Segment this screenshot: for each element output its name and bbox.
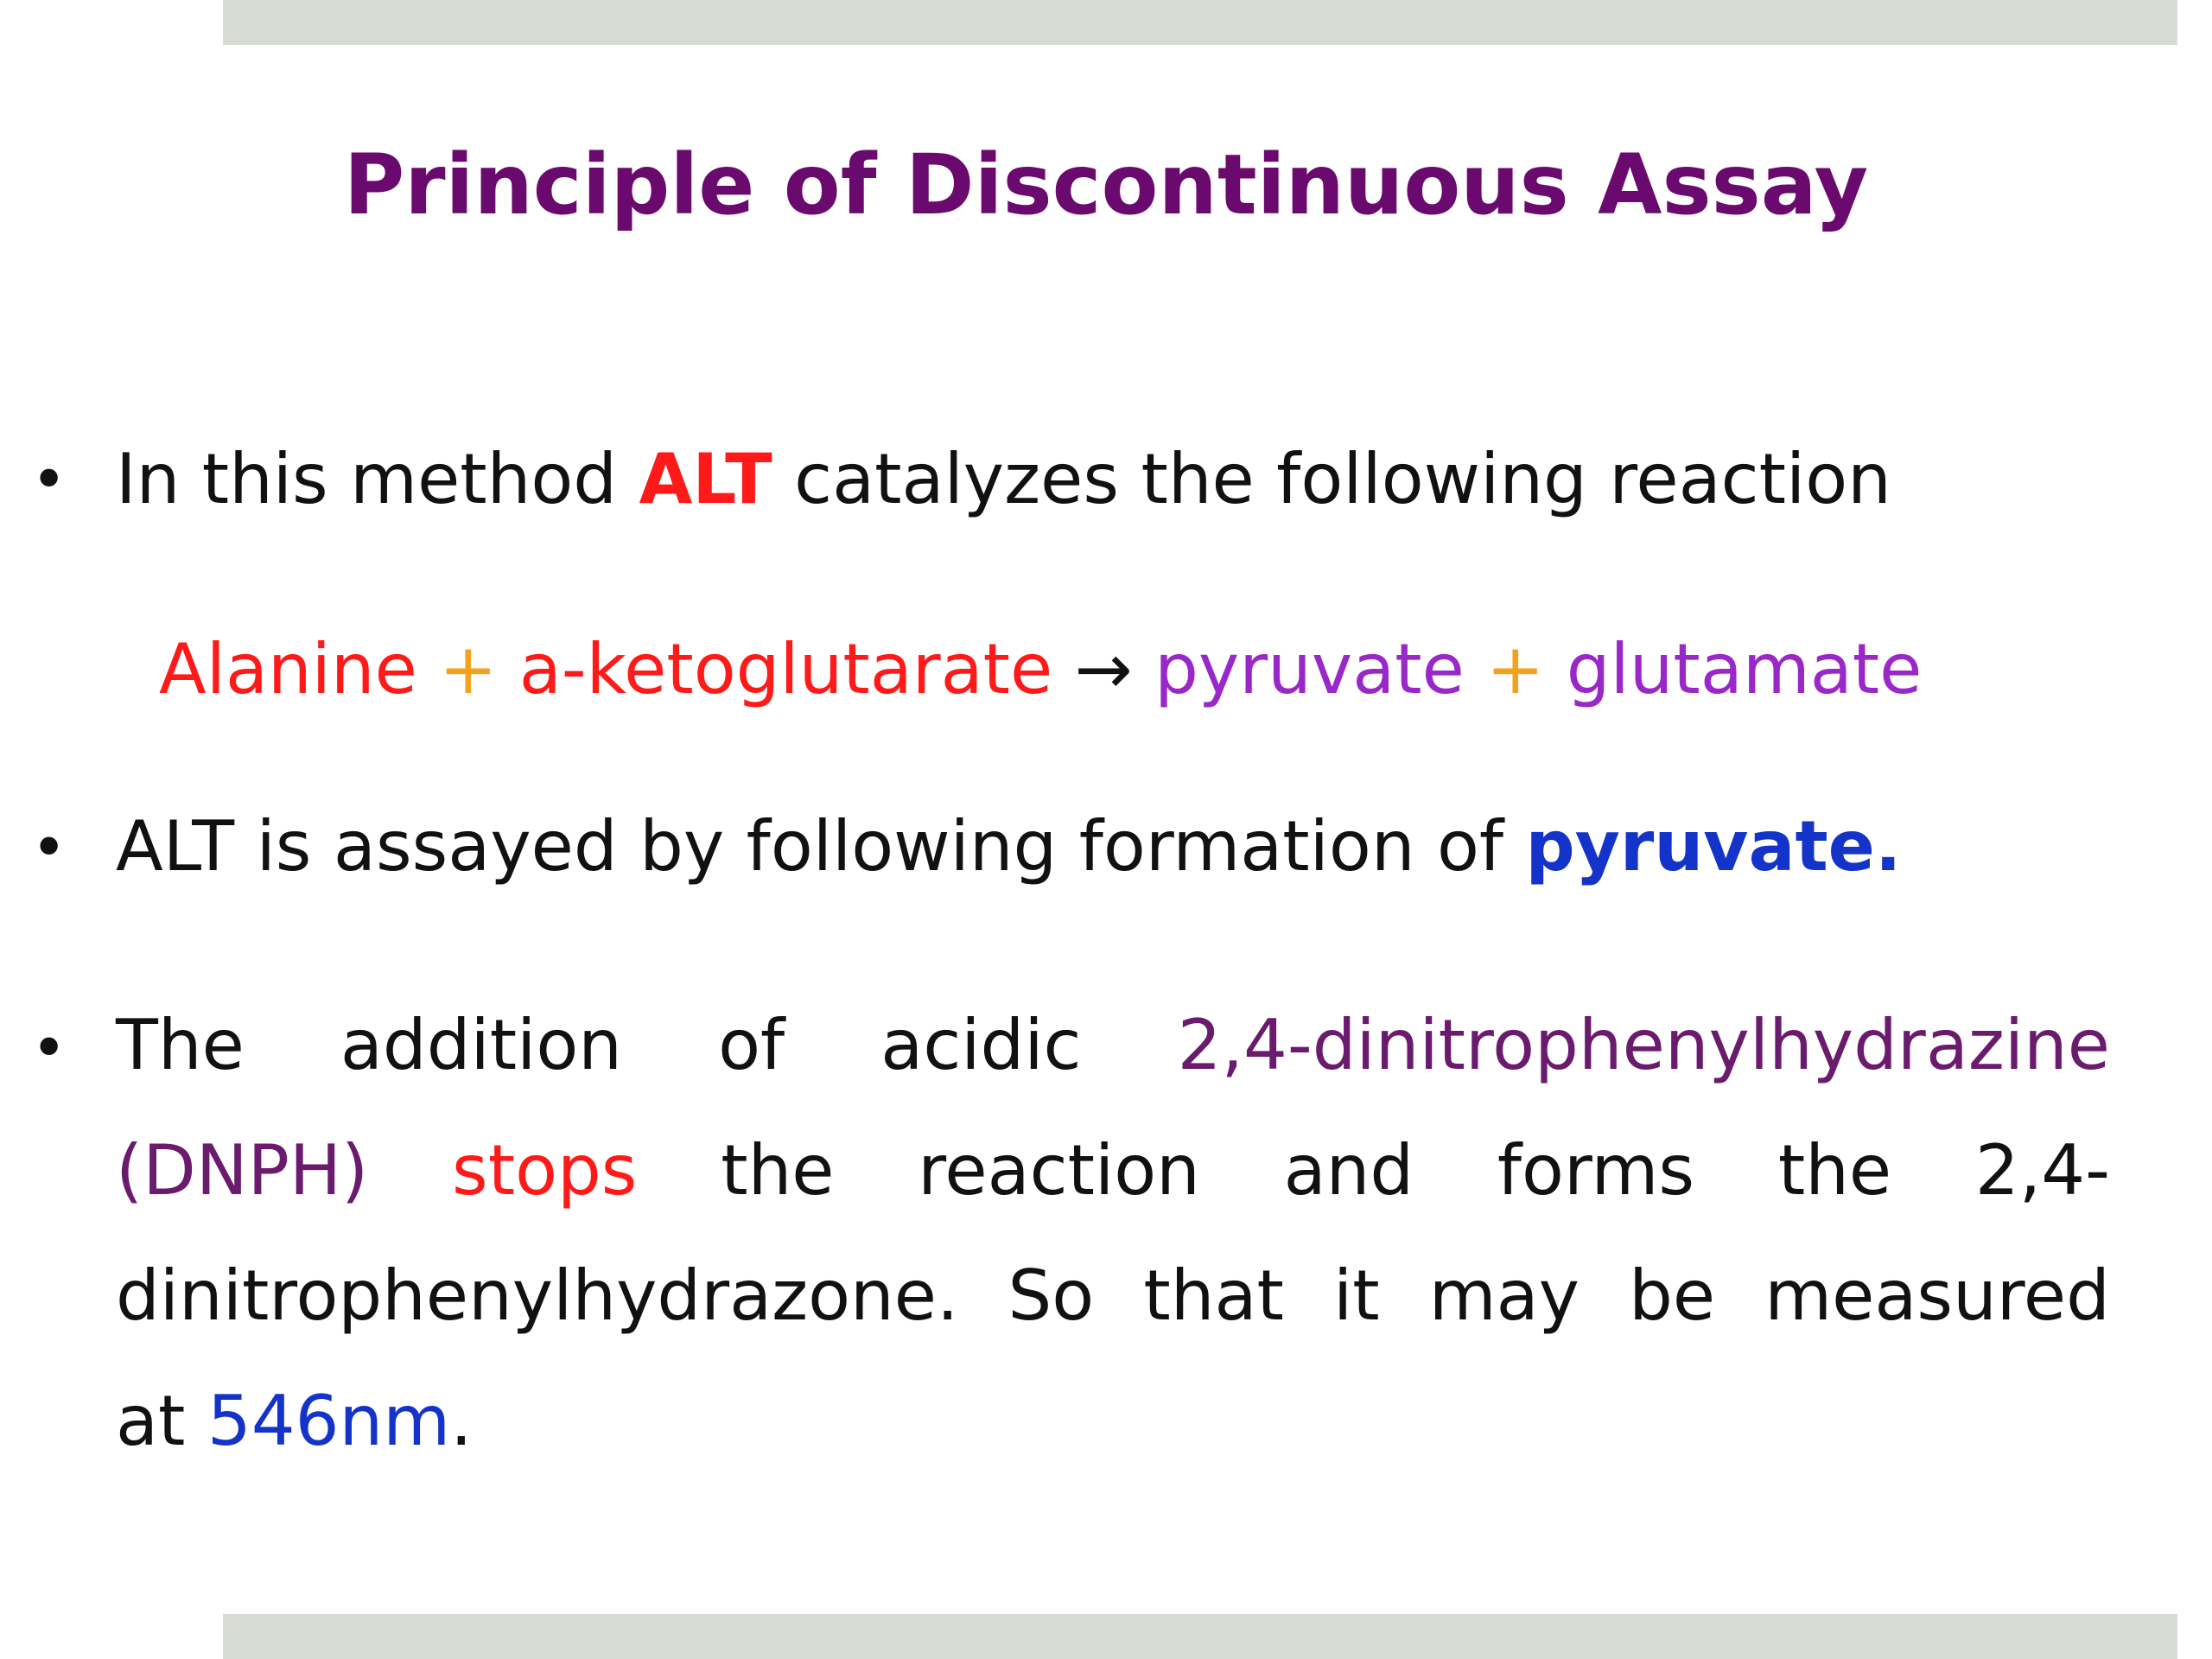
plus-sign: + (1486, 629, 1545, 709)
bullet-dot: • (31, 444, 67, 515)
dnph-abbrev: (DNPH) (116, 1130, 369, 1211)
word: The (116, 1005, 245, 1085)
word: reaction (918, 1130, 1200, 1211)
alt-emphasis: ALT (639, 439, 772, 519)
word: dinitrophenylhydrazone. (116, 1255, 959, 1336)
word: 2,4- (1974, 1130, 2110, 1211)
bullet-dot: • (31, 1013, 67, 1084)
word: be (1629, 1255, 1716, 1336)
word: the (721, 1130, 835, 1211)
word: addition (340, 1005, 622, 1085)
word: So (1007, 1255, 1095, 1336)
bullet-dnph-line-2 (116, 1128, 2110, 1214)
product-pyruvate: pyruvate (1154, 629, 1465, 709)
text: In this method (116, 439, 639, 519)
word: it (1332, 1255, 1380, 1336)
slide-title: Principle of Discontinuous Assay (343, 137, 1869, 233)
bullet-alt-reaction (116, 436, 1891, 523)
reaction-arrow-icon: → (1074, 629, 1133, 709)
dnph-name: 2,4-dinitrophenylhydrazine (1177, 1005, 2110, 1085)
pyruvate-emphasis: pyruvate. (1525, 806, 1902, 887)
word: may (1428, 1255, 1580, 1336)
substrate-ketoglutarate: a-ketoglutarate (518, 629, 1053, 709)
bullet-dnph-line-1 (116, 1002, 2110, 1089)
word: forms (1497, 1130, 1695, 1211)
bullet-dnph-line-4 (116, 1378, 473, 1465)
word: that (1143, 1255, 1284, 1336)
top-decorative-bar (223, 0, 2177, 45)
word: of (718, 1005, 785, 1085)
wavelength-value: 546nm (207, 1381, 451, 1461)
bottom-decorative-bar (223, 1614, 2177, 1659)
word: at (116, 1381, 207, 1461)
bullet-pyruvate-formation (116, 804, 1901, 890)
period: . (450, 1381, 473, 1461)
reaction-equation (159, 626, 1922, 713)
text: ALT is assayed by following formation of (116, 806, 1526, 887)
product-glutamate: glutamate (1566, 629, 1923, 709)
word: and (1283, 1130, 1414, 1211)
word: acidic (880, 1005, 1082, 1085)
bullet-dnph-line-3 (116, 1253, 2110, 1339)
plus-sign: + (439, 629, 498, 709)
word: measured (1764, 1255, 2110, 1336)
bullet-dot: • (31, 812, 67, 883)
word: the (1777, 1130, 1892, 1211)
text: catalyzes the following reaction (772, 439, 1891, 519)
stops-word: stops (452, 1130, 638, 1211)
substrate-alanine: Alanine (159, 629, 417, 709)
